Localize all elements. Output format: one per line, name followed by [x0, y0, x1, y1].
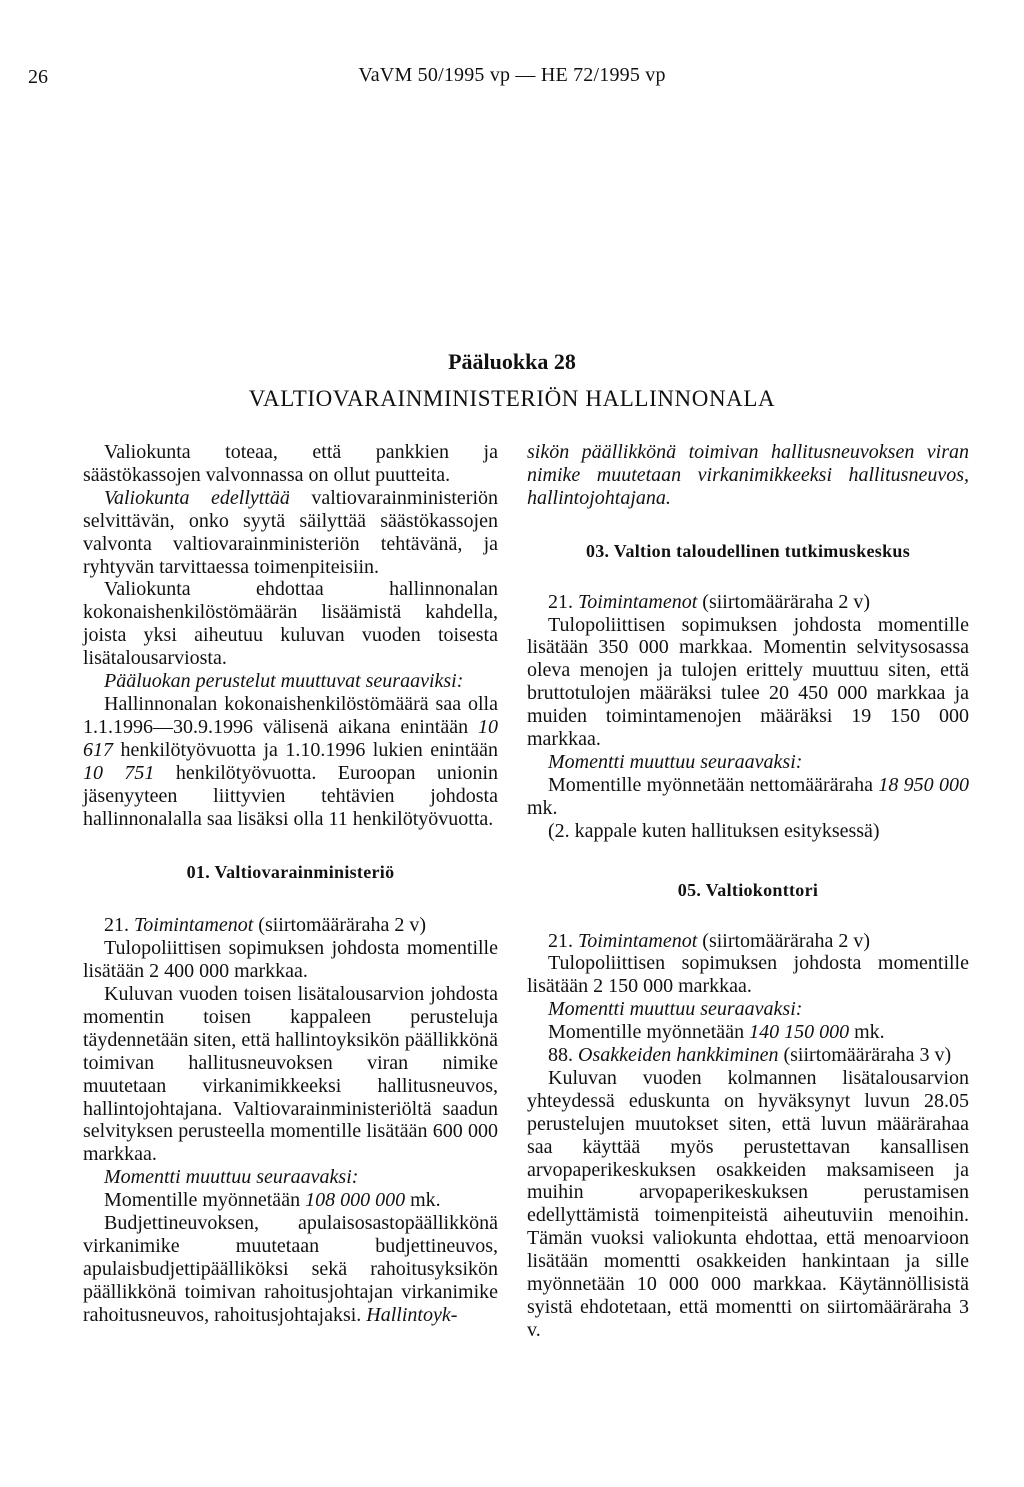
section-01-paragraph-3-text-b: mk. — [410, 1189, 441, 1212]
section-05-paragraph-2-text-b: mk. — [854, 1021, 885, 1044]
section-03-paragraph-1: Tulopoliittisen sopimuksen johdosta momentille lisätään 350 000 markkaa. Momentin selvitysosassa oleva menojen ja tulojen erittely muuttuu siten, että bruttotulojen määräksi tulee 20 450 000 markkaa ja muiden toimintamenojen määräksi 19 150 000 markkaa. — [527, 613, 969, 751]
section-01-paragraph-4-emphasis: Hallintoyk- — [366, 1303, 458, 1326]
section-05-heading: 05. Valtiokonttori — [677, 879, 819, 900]
section-05-paragraph-2 — [527, 1021, 969, 1044]
section-01-item-title: Toimintamenot — [134, 914, 254, 937]
section-05-item-title: Toimintamenot — [578, 929, 698, 952]
paragraph-2-text: valtiovarainministeriön selvittävän, onko syytä säilyttää säästökassojen valvonta valtiovarainministeriön tehtävänä, ja ryhtyvän tarvittaessa toimenpiteisiin. — [83, 486, 498, 578]
section-01-heading: 01. Valtiovarainministeriö — [186, 862, 395, 883]
continued-paragraph — [527, 441, 969, 510]
paragraph-2-emphasis: Valiokunta edellyttää — [104, 486, 290, 509]
paragraph-5 — [83, 693, 498, 830]
paragraph-5-text-c: henkilötyövuotta. Euroopan unionin jäsenyyteen liittyvien tehtävien johdosta hallinnonalalla saa lisäksi olla 11 henkilötyövuotta. — [83, 761, 499, 830]
section-01-paragraph-1: Tulopoliittisen sopimuksen johdosta momentille lisätään 2 400 000 markkaa. — [83, 937, 498, 983]
section-05-item-88 — [527, 1044, 969, 1067]
section-05-item-88-number: 88. — [548, 1044, 573, 1067]
section-03-paragraph-2 — [527, 774, 969, 820]
page-number: 26 — [28, 66, 48, 88]
section-01-paragraph-4 — [83, 1212, 498, 1327]
section-05-item-88-type: (siirtomääräraha 3 v) — [783, 1044, 952, 1067]
section-03-item-type: (siirtomääräraha 2 v) — [702, 590, 870, 613]
section-03-paragraph-3: (2. kappale kuten hallituksen esityksessä) — [548, 819, 880, 842]
section-05-change-note-text: Momentti muuttuu seuraavaksi: — [548, 998, 803, 1021]
paragraph-4 — [83, 670, 498, 693]
section-01-paragraph-3 — [83, 1189, 498, 1212]
section-05-change-note — [527, 998, 969, 1021]
section-01-item — [83, 914, 498, 937]
section-05-paragraph-3: Kuluvan vuoden kolmannen lisätalousarvion yhteydessä eduskunta on hyväksynyt luvun 28.05 perustelujen muutokset siten, että luvun määrärahaa saa käyttää myös perustettavan kansallisen arvopaperikeskuksen osakkeiden maksamiseen ja muihin arvopaperikeskuksen perustamisen edellyttämistä toimenpiteistä aiheutuviin menoihin. Tämän vuoksi valiokunta ehdottaa, että menoarvioon lisätään momentti osakkeiden hankintaan ja sille myönnetään 10 000 000 markkaa. Käytännöllisistä syistä ehdotetaan, että momentti on siirtomääräraha 3 v. — [527, 1066, 969, 1341]
paragraph-1: Valiokunta toteaa, että pankkien ja säästökassojen valvonnassa on ollut puutteita. — [83, 441, 498, 486]
section-03-heading: 03. Valtion taloudellinen tutkimuskeskus — [585, 540, 911, 561]
section-01-paragraph-2: Kuluvan vuoden toisen lisätalousarvion johdosta momentin toisen kappaleen perusteluja täydennetään siten, että hallintoyksikön päällikkönä toimivan hallitusneuvoksen viran nimike muutetaan virkanimikkeeksi hallitusneuvos, hallintojohtajana. Valtiovarainministeriöltä saadun selvityksen perusteella momentille lisätään 600 000 markkaa. — [83, 983, 498, 1166]
section-01-amount: 108 000 000 — [305, 1189, 406, 1212]
section-05-paragraph-2-text-a: Momentille myönnetään — [548, 1021, 745, 1044]
section-03-item-title: Toimintamenot — [578, 590, 698, 613]
section-03-amount: 18 950 000 — [878, 773, 970, 796]
section-01-item-type: (siirtomääräraha 2 v) — [258, 914, 426, 937]
paragraph-2 — [83, 487, 498, 579]
section-03-item-number: 21. — [548, 590, 573, 613]
paragraph-5-text-b: henkilötyövuotta ja 1.10.1996 lukien enintään — [120, 738, 498, 761]
main-title: VALTIOVARAINMINISTERIÖN HALLINNONALA — [248, 386, 776, 411]
section-05-item-type: (siirtomääräraha 2 v) — [702, 929, 870, 952]
section-03-change-note — [527, 751, 969, 774]
paragraph-4-emphasis: Pääluokan perustelut muuttuvat seuraaviksi: — [104, 670, 464, 693]
right-column — [527, 441, 969, 1342]
section-01-paragraph-3-text-a: Momentille myönnetään — [104, 1189, 301, 1212]
main-class-heading: Pääluokka 28 — [448, 349, 576, 374]
paragraph-5-number-2: 10 751 — [83, 761, 155, 784]
section-01-item-number: 21. — [104, 914, 129, 937]
left-column — [83, 441, 498, 1327]
paragraph-5-number-1: 10 617 — [83, 715, 498, 761]
section-05-amount: 140 150 000 — [749, 1021, 850, 1044]
running-head: VaVM 50/1995 vp — HE 72/1995 vp — [358, 64, 666, 86]
section-05-item-88-title: Osakkeiden hankkiminen — [578, 1044, 779, 1067]
section-01-change-note-text: Momentti muuttuu seuraavaksi: — [104, 1166, 359, 1189]
paragraph-3: Valiokunta ehdottaa hallinnonalan kokonaishenkilöstömäärän lisäämistä kahdella, joista yksi aiheutuu kuluvan vuoden toisesta lisätalousarviosta. — [83, 578, 498, 670]
section-03-change-note-text: Momentti muuttuu seuraavaksi: — [548, 750, 803, 773]
section-05-item-number: 21. — [548, 929, 573, 952]
section-01-paragraph-4-text: Budjettineuvoksen, apulaisosastopäällikkönä virkanimike muutetaan budjettineuvos, apulaisbudjettipäälliköksi sekä rahoitusyksikön päällikkönä toimivan rahoitusjohtajan virkanimike rahoitusneuvos, rahoitusjohtajaksi. — [83, 1212, 498, 1326]
section-05-paragraph-1: Tulopoliittisen sopimuksen johdosta momentille lisätään 2 150 000 markkaa. — [527, 952, 969, 998]
section-03-paragraph-2-text-b: mk. — [527, 796, 558, 819]
continued-paragraph-text: sikön päällikkönä toimivan hallitusneuvoksen viran nimike muutetaan virkanimikkeeksi hallitusneuvos, hallintojohtajana. — [527, 441, 969, 509]
paragraph-5-text-a: Hallinnonalan kokonaishenkilöstömäärä saa olla 1.1.1996—30.9.1996 välisenä aikana enintään — [83, 692, 498, 738]
section-05-item — [527, 930, 969, 953]
section-03-paragraph-2-text-a: Momentille myönnetään nettomääräraha — [548, 773, 873, 796]
section-03-item — [527, 591, 969, 614]
section-01-change-note — [83, 1166, 498, 1189]
